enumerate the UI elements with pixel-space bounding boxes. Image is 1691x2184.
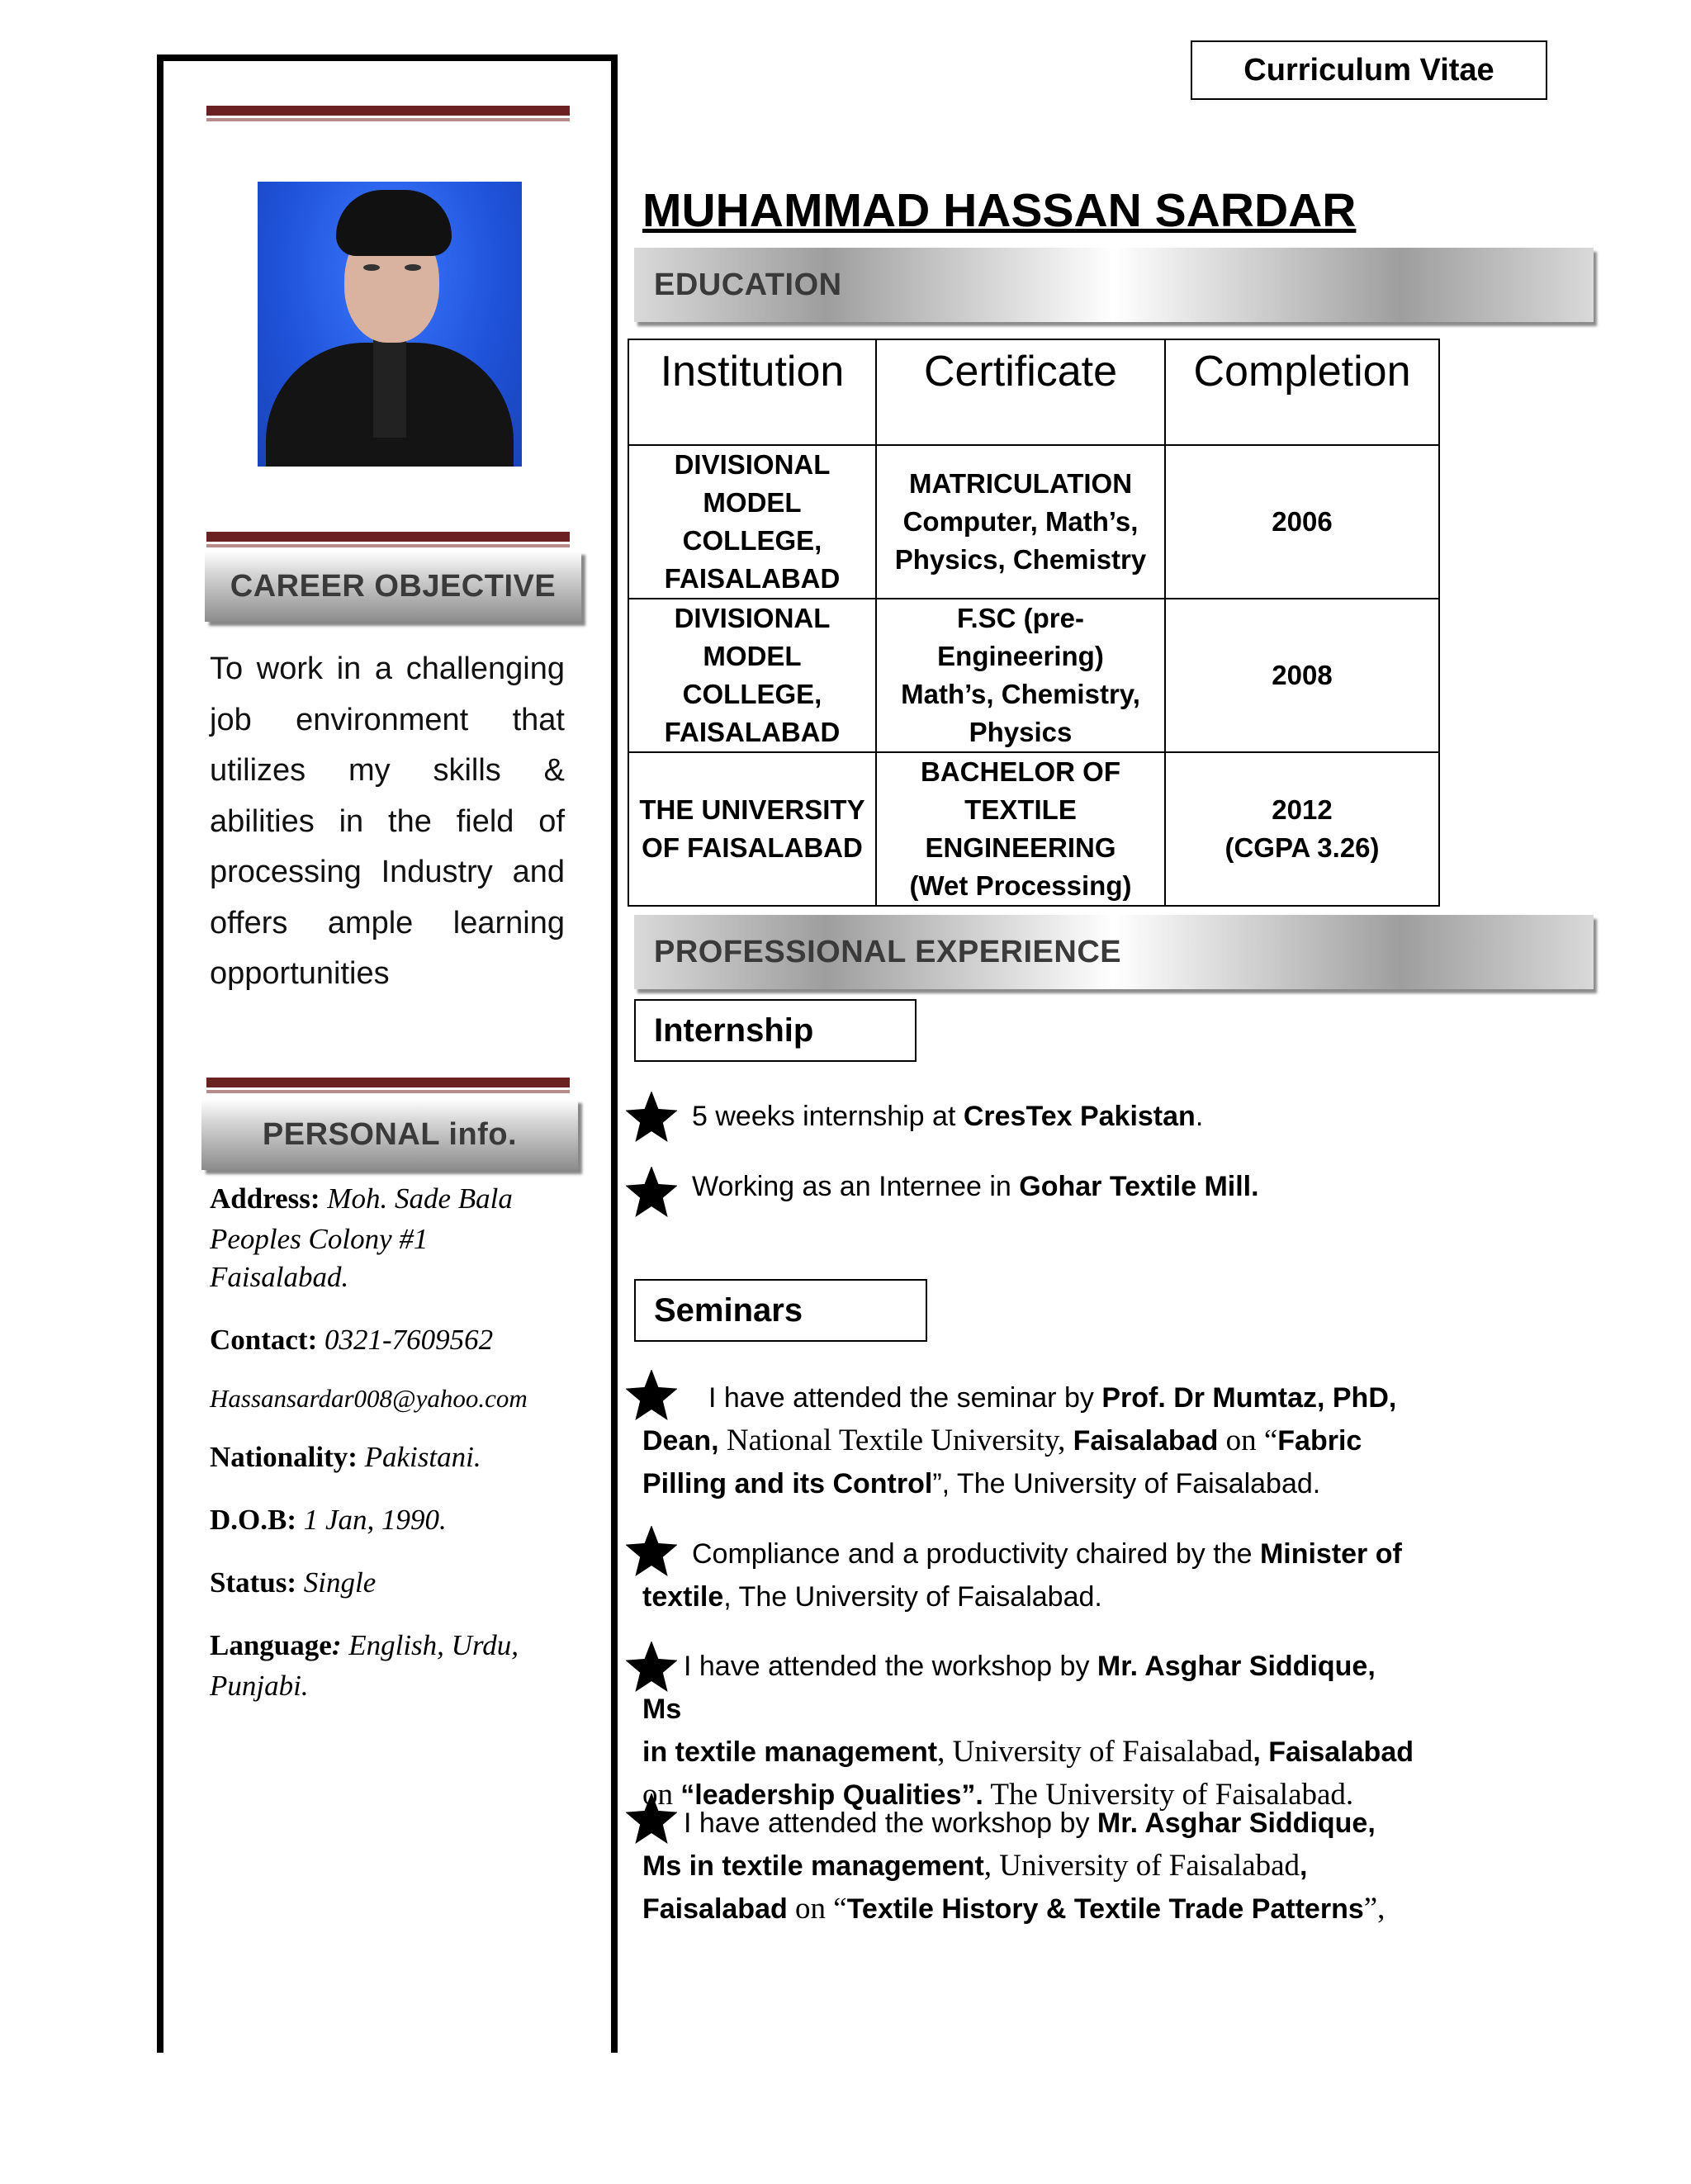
- cell-institution: THE UNIVERSITY OF FAISALABAD: [628, 752, 876, 906]
- cell-completion: 2012 (CGPA 3.26): [1165, 752, 1439, 906]
- divider-bar: [206, 1078, 570, 1090]
- divider-bar: [206, 532, 570, 544]
- address-line: Peoples Colony #1: [210, 1223, 429, 1255]
- cell-certificate: MATRICULATION Computer, Math’s, Physics, Chemistry: [876, 445, 1165, 599]
- contact-line: [210, 1320, 565, 1360]
- star-icon: [626, 1526, 677, 1577]
- education-table: [628, 339, 1440, 907]
- address-line: Faisalabad.: [210, 1261, 349, 1293]
- table-row: [628, 599, 1439, 752]
- address-line: [210, 1179, 565, 1219]
- cell-completion: 2006: [1165, 445, 1439, 599]
- table-row: [628, 445, 1439, 599]
- star-icon: [626, 1793, 677, 1845]
- divider-bar: [206, 106, 570, 118]
- cell-certificate: BACHELOR OF TEXTILE ENGINEERING (Wet Processing): [876, 752, 1165, 906]
- cell-institution: DIVISIONAL MODEL COLLEGE, FAISALABAD: [628, 599, 876, 752]
- star-icon: [626, 1370, 677, 1421]
- list-item: 5 weeks internship at CresTex Pakistan.: [626, 1095, 1419, 1138]
- header-completion: Completion: [1165, 339, 1439, 445]
- email-line: [210, 1379, 565, 1419]
- address-label: Address:: [210, 1182, 320, 1215]
- seminars-title-box: Seminars: [634, 1279, 927, 1342]
- header-institution: Institution: [628, 339, 876, 445]
- career-objective-text: To work in a challenging job environment that utilizes my skills & abilities in the field of processing Industry and offers ample learning opportunities: [210, 651, 565, 991]
- nationality-line: Nationality: Pakistani.: [210, 1441, 481, 1473]
- contact-label: Contact:: [210, 1324, 318, 1356]
- education-header: EDUCATION: [634, 248, 1594, 322]
- list-item: I have attended the seminar by Prof. Dr Mumtaz, PhD, Dean, National Textile University, Faisalabad on “Fabric Pilling and its Control”, The University of Faisalabad.: [626, 1376, 1419, 1505]
- document-title: Curriculum Vitae: [1243, 52, 1494, 88]
- list-item: Compliance and a productivity chaired by the Minister of textile, The University of Faisalabad.: [626, 1533, 1419, 1618]
- star-icon: [626, 1167, 677, 1218]
- table-row: [628, 752, 1439, 906]
- professional-experience-header: PROFESSIONAL EXPERIENCE: [634, 915, 1594, 989]
- header-certificate: Certificate: [876, 339, 1165, 445]
- status-line: Status: Single: [210, 1566, 377, 1599]
- person-name: MUHAMMAD HASSAN SARDAR: [642, 184, 1357, 237]
- cell-completion: 2008: [1165, 599, 1439, 752]
- table-header-row: [628, 339, 1439, 445]
- list-item: I have attended the workshop by Mr. Asghar Siddique, Ms in textile management, University of Faisalabad, Faisalabad on “leadership Qualities”. The University of Faisalabad.: [626, 1645, 1419, 1817]
- cell-institution: DIVISIONAL MODEL COLLEGE, FAISALABAD: [628, 445, 876, 599]
- email-value: Hassansardar008@yahoo.com: [210, 1384, 528, 1413]
- career-objective-header: CAREER OBJECTIVE: [205, 551, 581, 622]
- star-icon: [626, 1642, 677, 1693]
- language-line: Punjabi.: [210, 1670, 309, 1702]
- star-icon: [626, 1092, 677, 1143]
- address-value: Moh. Sade Bala: [327, 1182, 513, 1215]
- list-item: I have attended the workshop by Mr. Asghar Siddique, Ms in textile management, University of Faisalabad, Faisalabad on “Textile History & Textile Trade Patterns”,: [626, 1802, 1419, 1931]
- internship-title-box: Internship: [634, 999, 917, 1062]
- language-line: Language: English, Urdu,: [210, 1629, 519, 1661]
- document-title-box: [1191, 40, 1547, 100]
- personal-info-header: PERSONAL info.: [201, 1099, 578, 1170]
- contact-value: 0321-7609562: [324, 1324, 494, 1356]
- list-item: Working as an Internee in Gohar Textile Mill.: [626, 1165, 1419, 1208]
- cell-certificate: F.SC (pre- Engineering) Math’s, Chemistry, Physics: [876, 599, 1165, 752]
- dob-line: D.O.B: 1 Jan, 1990.: [210, 1504, 447, 1536]
- profile-photo: [258, 182, 522, 467]
